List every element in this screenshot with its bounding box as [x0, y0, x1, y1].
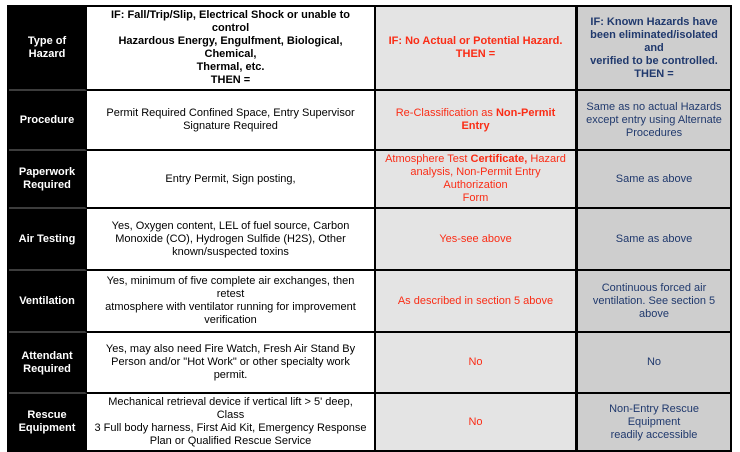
cell-line [93, 9, 368, 35]
cell-type-of-hazard-reclass [376, 7, 578, 91]
table-row-procedure [9, 91, 730, 151]
text-segment: Person and/or "Hot Work" or other specialty work permit. [111, 356, 350, 381]
cell-air-testing-alternate [578, 209, 730, 271]
cell-line [12, 233, 82, 246]
text-segment: Air Testing [18, 232, 76, 245]
cell-line [382, 356, 569, 369]
cell-line [582, 295, 726, 321]
cell-line [12, 114, 82, 127]
cell-line [382, 233, 569, 246]
cell-line [93, 61, 368, 74]
text-segment: verified to be controlled. [590, 54, 718, 67]
cell-line [582, 429, 726, 442]
row-header-procedure [9, 91, 87, 151]
text-segment: readily accessible [610, 428, 698, 441]
cell-line [93, 275, 368, 301]
table-row-attendant-required [9, 333, 730, 394]
cell-attendant-required-permit [87, 333, 376, 394]
row-header-rescue-equipment [9, 394, 87, 450]
table-row-air-testing [9, 209, 730, 271]
cell-line [93, 220, 368, 233]
cell-line [382, 107, 569, 133]
text-segment: Monoxide (CO), Hydrogen Sulfide (H2S), Other [115, 232, 346, 245]
text-segment: Plan or Qualified Rescue Service [149, 435, 312, 447]
text-segment: Continuous forced air [601, 281, 707, 294]
cell-line [93, 246, 368, 259]
text-segment: No [646, 356, 662, 368]
text-segment: 3 Full body harness, First Aid Kit, Emergency Response [94, 422, 367, 434]
cell-line [12, 422, 82, 435]
cell-type-of-hazard-permit [87, 7, 376, 91]
cell-rescue-equipment-alternate [578, 394, 730, 450]
text-segment: Signature Required [183, 120, 278, 132]
text-segment: Certificate, [470, 153, 528, 165]
text-segment: Yes, may also need Fire Watch, Fresh Air Stand By [105, 343, 356, 355]
text-segment: verification [204, 314, 257, 326]
text-segment: Entry Permit, Sign posting, [165, 172, 296, 185]
cell-line [12, 363, 82, 376]
cell-line [93, 35, 368, 61]
cell-line [12, 295, 82, 308]
cell-rescue-equipment-permit [87, 394, 376, 450]
cell-line [93, 120, 368, 133]
cell-paperwork-required-permit [87, 151, 376, 209]
cell-line [12, 48, 82, 61]
text-segment: Non-Entry Rescue Equipment [609, 402, 699, 428]
text-segment: IF: Known Hazards have [590, 15, 718, 28]
cell-air-testing-permit [87, 209, 376, 271]
cell-line [582, 16, 726, 29]
text-segment: Permit Required Confined Space, Entry Supervisor [106, 107, 355, 119]
row-header-ventilation [9, 271, 87, 333]
text-segment: Same as above [615, 232, 693, 245]
text-segment: Hazard [527, 153, 566, 165]
cell-ventilation-permit [87, 271, 376, 333]
text-segment: except entry using Alternate [586, 113, 722, 126]
cell-line [12, 166, 82, 179]
cell-line [382, 295, 569, 308]
text-segment: Same as no actual Hazards [586, 100, 722, 113]
text-segment: Procedure [19, 113, 75, 126]
cell-line [93, 356, 368, 382]
text-segment: Ventilation [19, 294, 75, 307]
cell-line [93, 343, 368, 356]
cell-line [582, 68, 726, 81]
cell-rescue-equipment-reclass [376, 394, 578, 450]
row-header-air-testing [9, 209, 87, 271]
cell-line [582, 403, 726, 429]
text-segment: been eliminated/isolated and [590, 28, 718, 54]
cell-line [582, 127, 726, 140]
text-segment: Required [23, 362, 71, 375]
text-segment: Non-Permit Entry [461, 107, 556, 132]
text-segment: Paperwork [18, 166, 76, 178]
cell-line [93, 301, 368, 314]
table-row-paperwork-required [9, 151, 730, 209]
cell-line [582, 233, 726, 246]
row-header-attendant-required [9, 333, 87, 394]
cell-line [382, 153, 569, 166]
text-segment: Required [23, 179, 71, 191]
cell-line [582, 173, 726, 186]
text-segment: THEN = [210, 74, 251, 86]
cell-line [12, 179, 82, 192]
cell-ventilation-reclass [376, 271, 578, 333]
text-segment: Re-Classification as [395, 107, 496, 119]
cell-paperwork-required-reclass [376, 151, 578, 209]
cell-type-of-hazard-alternate [578, 7, 730, 91]
cell-line [382, 192, 569, 205]
cell-line [382, 48, 569, 61]
cell-procedure-permit [87, 91, 376, 151]
cell-line [582, 282, 726, 295]
cell-line [582, 101, 726, 114]
text-segment: Atmosphere Test [385, 153, 471, 165]
text-segment: As described in section 5 above [397, 294, 554, 307]
cell-line [382, 166, 569, 192]
text-segment: Hazardous Energy, Engulfment, Biological, Chemical, [118, 35, 343, 60]
row-header-type-of-hazard [9, 7, 87, 91]
cell-line [582, 114, 726, 127]
confined-space-classification-table [7, 5, 732, 452]
table-row-rescue-equipment [9, 394, 730, 450]
text-segment: Hazard [28, 48, 66, 60]
cell-air-testing-reclass [376, 209, 578, 271]
cell-attendant-required-reclass [376, 333, 578, 394]
text-segment: Type of [27, 35, 67, 47]
text-segment: Equipment [18, 422, 76, 434]
cell-procedure-reclass [376, 91, 578, 151]
cell-line [93, 173, 368, 186]
cell-line [93, 422, 368, 435]
cell-line [93, 107, 368, 120]
cell-line [93, 233, 368, 246]
cell-line [12, 409, 82, 422]
text-segment: No [468, 415, 483, 428]
cell-line [93, 74, 368, 87]
cell-line [93, 396, 368, 422]
text-segment: Procedures [625, 126, 683, 139]
text-segment: known/suspected toxins [172, 245, 289, 258]
table-row-ventilation [9, 271, 730, 333]
text-segment: IF: Fall/Trip/Slip, Electrical Shock or unable to control [111, 9, 350, 34]
text-segment: Yes, Oxygen content, LEL of fuel source, Carbon [111, 219, 350, 232]
text-segment: THEN = [634, 67, 674, 80]
cell-line [582, 356, 726, 369]
cell-line [582, 55, 726, 68]
text-segment: Yes-see above [439, 232, 512, 245]
text-segment: Mechanical retrieval device if vertical lift > 5' deep, Class [108, 396, 353, 421]
table-row-type-of-hazard [9, 7, 730, 91]
text-segment: IF: No Actual or Potential Hazard. [388, 35, 563, 47]
text-segment: Form [462, 192, 489, 204]
hazard-table-body [9, 7, 730, 450]
text-segment: Rescue [27, 409, 67, 421]
row-header-paperwork-required [9, 151, 87, 209]
cell-procedure-alternate [578, 91, 730, 151]
cell-line [12, 35, 82, 48]
cell-line [582, 29, 726, 55]
text-segment: Same as above [615, 172, 693, 185]
text-segment: THEN = [455, 48, 496, 60]
text-segment: atmosphere with ventilator running for improvement [105, 301, 356, 313]
text-segment: No [468, 356, 483, 368]
cell-paperwork-required-alternate [578, 151, 730, 209]
cell-line [93, 435, 368, 448]
cell-line [382, 35, 569, 48]
text-segment: Attendant [21, 349, 73, 362]
cell-line [93, 314, 368, 327]
text-segment: analysis, Non-Permit Entry Authorization [410, 166, 541, 191]
text-segment: Thermal, etc. [196, 61, 265, 73]
text-segment: ventilation. See section 5 above [592, 294, 716, 320]
cell-line [382, 416, 569, 429]
cell-attendant-required-alternate [578, 333, 730, 394]
text-segment: Yes, minimum of five complete air exchanges, then retest [106, 275, 355, 300]
cell-line [12, 350, 82, 363]
cell-ventilation-alternate [578, 271, 730, 333]
